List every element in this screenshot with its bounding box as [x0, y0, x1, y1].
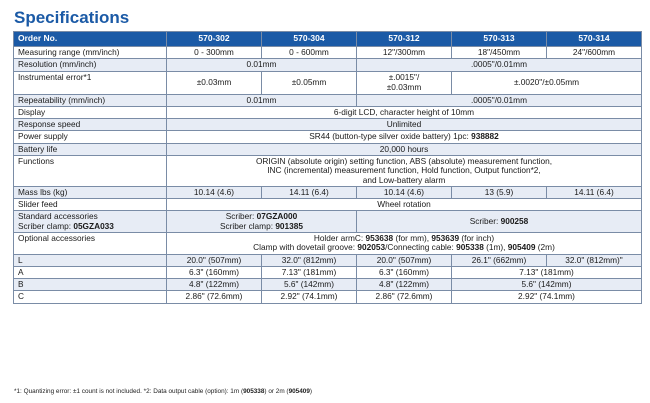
- table-cell: 4.8" (122mm): [167, 279, 262, 291]
- table-cell: ±.0020"/±0.05mm: [452, 71, 642, 94]
- footnote: [14, 388, 312, 395]
- table-row: [14, 47, 642, 59]
- table-cell: 5.6" (142mm): [452, 279, 642, 291]
- table-cell: 6-digit LCD, character height of 10mm: [167, 106, 642, 118]
- row-label: Power supply: [14, 131, 167, 143]
- cell-text: Scriber:: [225, 211, 257, 222]
- row-label: Display: [14, 106, 167, 118]
- table-row: [14, 254, 642, 266]
- cell-text: SR44 (button-type silver oxide battery) 1pc:: [309, 131, 472, 142]
- table-cell: 26.1" (662mm): [452, 254, 547, 266]
- cell-text: Clamp with dovetail groove:: [253, 242, 358, 253]
- cell-text: Scriber:: [469, 216, 501, 227]
- table-cell: .0005"/0.01mm: [357, 59, 642, 71]
- row-label: Optional accessories: [14, 232, 167, 254]
- table-cell: 0.01mm: [167, 94, 357, 106]
- header-model: 570-312: [357, 32, 452, 47]
- table-cell: .0005"/0.01mm: [357, 94, 642, 106]
- table-row: [14, 94, 642, 106]
- table-cell: 7.13" (181mm): [452, 266, 642, 278]
- table-row: [14, 211, 642, 233]
- row-label: C: [14, 291, 167, 303]
- table-cell: 0.01mm: [167, 59, 357, 71]
- table-cell: ±0.05mm: [262, 71, 357, 94]
- table-row: [14, 119, 642, 131]
- table-cell: ±0.03mm: [167, 71, 262, 94]
- table-cell: [357, 211, 642, 233]
- table-cell: 0 - 600mm: [262, 47, 357, 59]
- cell-text: (2m): [535, 242, 555, 253]
- cell-line: INC (incremental) measurement function, Hold function, Output function*2,: [267, 165, 541, 176]
- table-cell: 14.11 (6.4): [547, 186, 642, 198]
- table-cell: 24"/600mm: [547, 47, 642, 59]
- cell-line: and Low-battery alarm: [362, 174, 446, 185]
- table-cell: 2.86" (72.6mm): [357, 291, 452, 303]
- table-cell: 32.0" (812mm): [262, 254, 357, 266]
- table-cell: 7.13" (181mm): [262, 266, 357, 278]
- table-cell: 6.3" (160mm): [357, 266, 452, 278]
- row-label: A: [14, 266, 167, 278]
- table-cell: [167, 211, 357, 233]
- table-cell: 0 - 300mm: [167, 47, 262, 59]
- table-cell: 10.14 (4.6): [357, 186, 452, 198]
- row-label: Mass lbs (kg): [14, 186, 167, 198]
- table-cell: 2.92" (74.1mm): [452, 291, 642, 303]
- table-row: [14, 199, 642, 211]
- part-code: 905338: [456, 242, 484, 253]
- part-code: 938882: [471, 131, 499, 142]
- footnote-text: ) or 2m (: [264, 388, 289, 395]
- table-cell: 10.14 (4.6): [167, 186, 262, 198]
- header-model: 570-313: [452, 32, 547, 47]
- table-row: [14, 186, 642, 198]
- part-code: 905409: [507, 242, 536, 253]
- row-label: Functions: [14, 155, 167, 186]
- table-cell: 18"/450mm: [452, 47, 547, 59]
- cell-text: /Connecting cable:: [385, 242, 457, 253]
- header-order-no: Order No.: [14, 32, 167, 47]
- table-row: [14, 59, 642, 71]
- row-label: [14, 211, 167, 233]
- table-cell: 2.92" (74.1mm): [262, 291, 357, 303]
- table-cell: [167, 155, 642, 186]
- cell-text: (for inch): [459, 232, 495, 243]
- cell-text: Scriber clamp:: [18, 220, 74, 231]
- table-cell: 14.11 (6.4): [262, 186, 357, 198]
- part-code: 905409: [288, 388, 310, 395]
- cell-text: Holder armC:: [313, 232, 366, 243]
- table-row: [14, 155, 642, 186]
- header-model: 570-304: [262, 32, 357, 47]
- table-row: [14, 143, 642, 155]
- row-label: Resolution (mm/inch): [14, 59, 167, 71]
- specifications-table: [13, 31, 642, 304]
- cell-line: ORIGIN (absolute origin) setting function, ABS (absolute) measurement function,: [255, 155, 553, 166]
- table-cell: [167, 131, 642, 143]
- part-code: 07GZA000: [256, 211, 298, 222]
- part-code: 901385: [275, 220, 303, 231]
- row-label: Measuring range (mm/inch): [14, 47, 167, 59]
- table-cell: 6.3" (160mm): [167, 266, 262, 278]
- footnote-text: ): [309, 388, 313, 395]
- table-cell: 20.0" (507mm): [167, 254, 262, 266]
- table-cell: Unlimited: [167, 119, 642, 131]
- header-model: 570-302: [167, 32, 262, 47]
- table-cell: 12"/300mm: [357, 47, 452, 59]
- footnote-text: *1: Quantizing error: ±1 count is not included. *2: Data output cable (option): 1m (: [14, 388, 244, 395]
- row-label: Slider feed: [14, 199, 167, 211]
- table-row: [14, 71, 642, 94]
- part-code: 900258: [500, 216, 529, 227]
- table-cell: 20,000 hours: [167, 143, 642, 155]
- cell-line: ±0.03mm: [386, 81, 422, 92]
- header-model: 570-314: [547, 32, 642, 47]
- table-cell: [167, 232, 642, 254]
- row-label: Battery life: [14, 143, 167, 155]
- cell-text: (for mm),: [393, 232, 432, 243]
- table-row: [14, 266, 642, 278]
- table-header-row: [14, 32, 642, 47]
- table-row: [14, 106, 642, 118]
- table-cell: 20.0" (507mm): [357, 254, 452, 266]
- part-code: 953638: [365, 232, 394, 243]
- table-cell: Wheel rotation: [167, 199, 642, 211]
- cell-line: ±.0015"/: [388, 72, 420, 83]
- table-row: [14, 232, 642, 254]
- cell-text: Scriber clamp:: [219, 220, 276, 231]
- table-cell: 32.0" (812mm)": [547, 254, 642, 266]
- cell-line: Standard accessories: [18, 211, 98, 222]
- part-code: 05GZA033: [73, 220, 114, 231]
- page-title: Specifications: [14, 8, 130, 27]
- row-label: B: [14, 279, 167, 291]
- row-label: Instrumental error*1: [14, 71, 167, 94]
- table-row: [14, 131, 642, 143]
- table-cell: 4.8" (122mm): [357, 279, 452, 291]
- table-cell: 2.86" (72.6mm): [167, 291, 262, 303]
- table-row: [14, 279, 642, 291]
- table-row: [14, 291, 642, 303]
- row-label: L: [14, 254, 167, 266]
- table-cell: 13 (5.9): [452, 186, 547, 198]
- table-cell: 5.6" (142mm): [262, 279, 357, 291]
- part-code: 953639: [431, 232, 460, 243]
- cell-text: (1m),: [483, 242, 508, 253]
- row-label: Repeatability (mm/inch): [14, 94, 167, 106]
- row-label: Response speed: [14, 119, 167, 131]
- table-cell: [357, 71, 452, 94]
- part-code: 902053: [357, 242, 386, 253]
- part-code: 905338: [243, 388, 265, 395]
